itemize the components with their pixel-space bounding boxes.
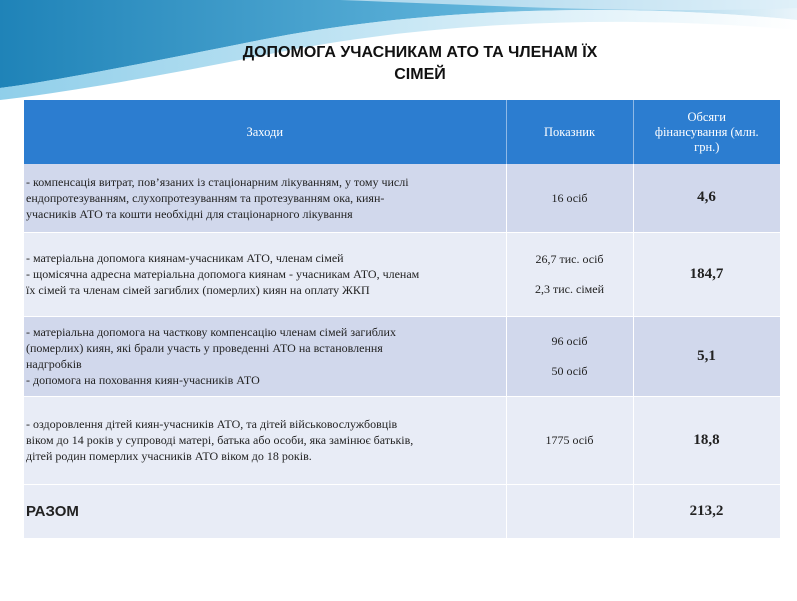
funding-table [24,100,781,539]
table-header-row [24,100,780,164]
indicator-value: 96 осіб [551,334,588,348]
measure-line: - щомісячна адресна матеріальна допомога киянам - учасникам АТО, членам [26,267,420,281]
table-row [24,316,780,396]
total-amount-cell: 213,2 [633,484,780,538]
measure-line: (померлих) киян, які брали участь у проведенні АТО на встановлення [26,341,383,355]
indicator-cell [506,316,633,396]
title-line-1: ДОПОМОГА УЧАСНИКАМ АТО ТА ЧЛЕНАМ ЇХ [242,44,598,61]
measure-line: - оздоровлення дітей киян-учасників АТО, та дітей військовослужбовців [26,417,398,431]
header-indicator: Показник [506,100,633,164]
measure-line: - матеріальна допомога киянам-учасникам АТО, членам сімей [26,251,344,265]
indicator-value: 26,7 тис. осіб [535,252,604,266]
page-title [160,42,680,86]
measure-line: дітей родин померлих учасників АТО віком до 18 років. [26,449,312,463]
measure-line: надгробків [26,357,82,371]
indicator-value: 1775 осіб [545,433,594,447]
measure-cell [24,164,506,232]
header-measures: Заходи [24,100,506,164]
total-row [24,484,780,538]
amount-cell: 4,6 [633,164,780,232]
table-row [24,396,780,484]
amount-cell: 5,1 [633,316,780,396]
indicator-value: 50 осіб [551,364,588,378]
total-indicator-cell [506,484,633,538]
total-label: РАЗОМ [24,484,506,538]
header-funding [633,100,780,164]
indicator-cell [506,396,633,484]
measure-line: їх сімей та членам сімей загиблих (померлих) киян на оплату ЖКП [26,283,370,297]
measure-line: учасників АТО та кошти необхідні для стаціонарного лікування [26,206,353,221]
indicator-cell [506,164,633,232]
header-funding-line-3: грн.) [694,139,720,154]
table-row [24,164,780,232]
measure-line: - допомога на поховання киян-учасників АТО [26,373,260,387]
measure-line: віком до 14 років у супроводі матері, батька або особи, яка замінює батьків, [26,433,414,447]
measure-line: - матеріальна допомога на часткову компенсацію членам сімей загиблих [26,325,396,339]
indicator-value: 2,3 тис. сімей [535,282,604,296]
indicator-value: 16 осіб [551,190,588,205]
indicator-cell [506,232,633,316]
header-funding-line-1: Обсяги [687,109,726,124]
header-funding-line-2: фінансування (млн. [654,124,759,139]
table-row [24,232,780,316]
title-line-2: СІМЕЙ [394,66,446,83]
measure-cell [24,232,506,316]
measure-cell [24,396,506,484]
measure-line: - компенсація витрат, пов’язаних із стаціонарним лікуванням, у тому числі [26,174,409,189]
measure-cell [24,316,506,396]
amount-cell: 184,7 [633,232,780,316]
measure-line: ендопротезуванням, слухопротезуванням та протезуванням ока, киян- [26,190,385,205]
amount-cell: 18,8 [633,396,780,484]
